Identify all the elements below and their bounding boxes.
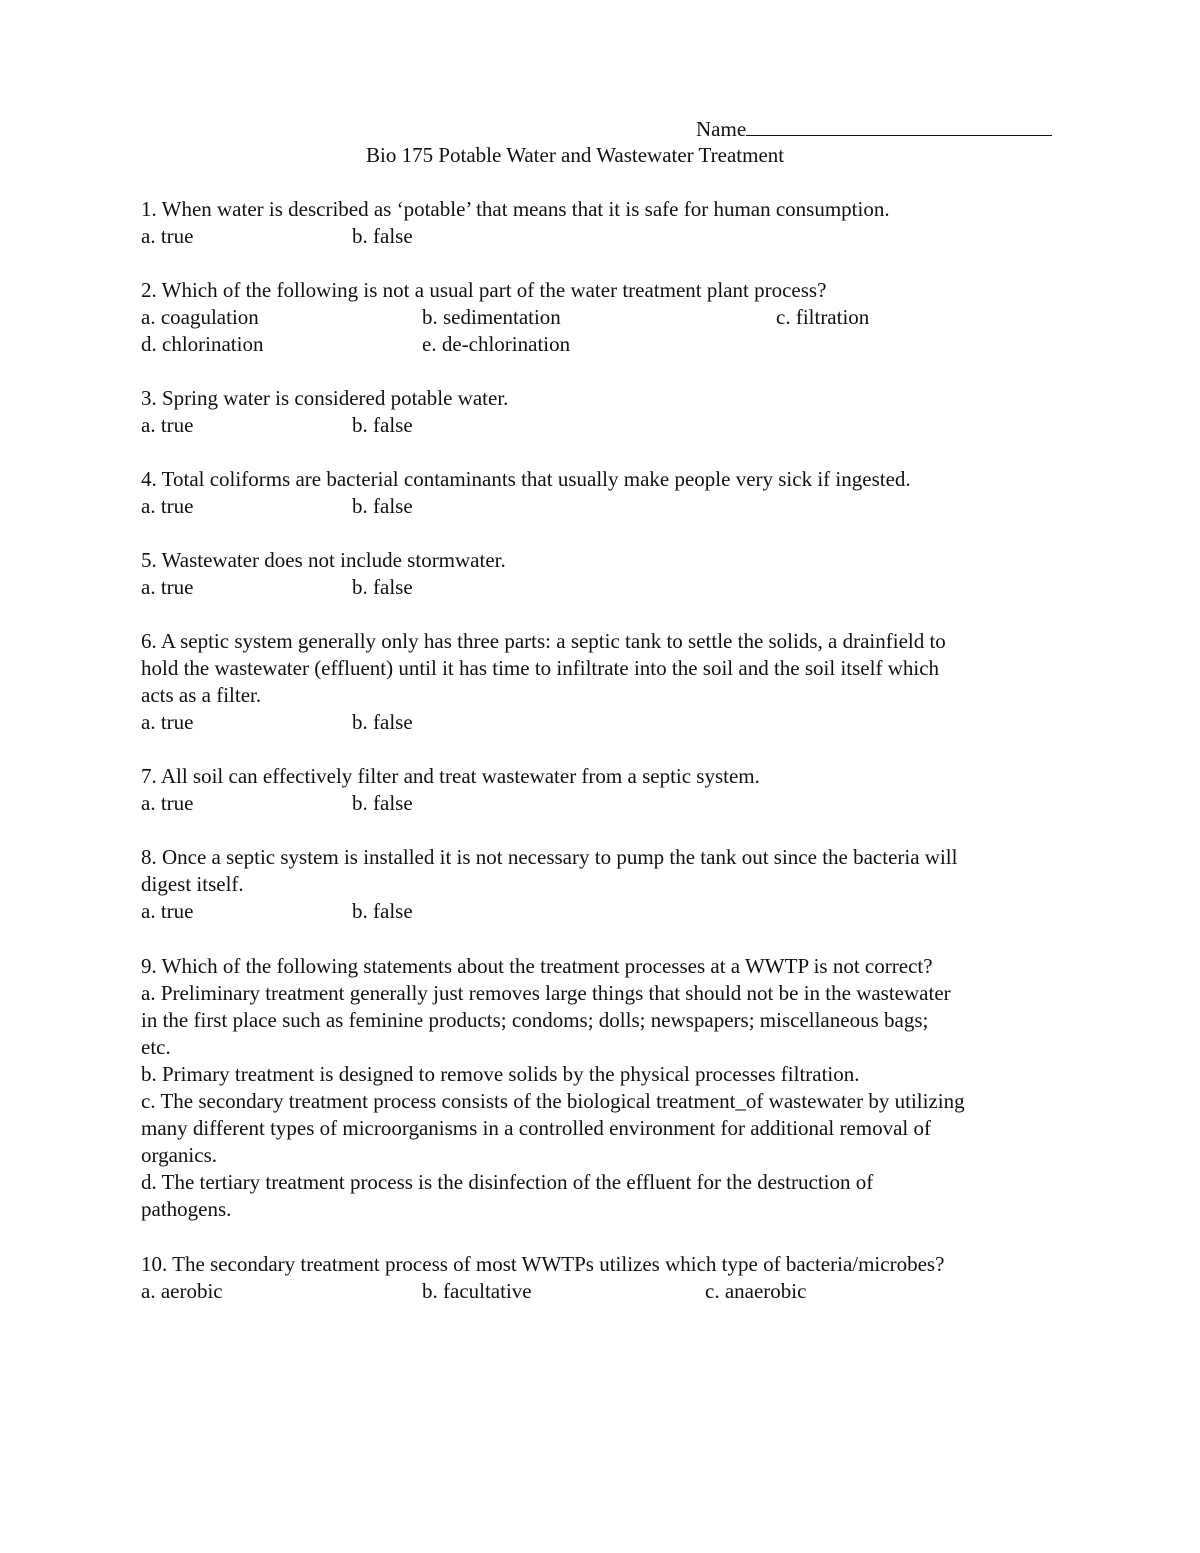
- q1-option-b: b. false: [352, 224, 413, 248]
- question-9-stem: 9. Which of the following statements about the treatment processes at a WWTP is not correct?: [141, 954, 933, 978]
- q3-option-a: a. true: [141, 413, 194, 437]
- question-3-options: [141, 412, 1071, 439]
- q2-option-e: e. de-chlorination: [422, 332, 571, 356]
- question-3-stem: 3. Spring water is considered potable water.: [141, 386, 509, 410]
- q9-option-b-line: b. Primary treatment is designed to remove solids by the physical processes filtration.: [141, 1062, 860, 1086]
- question-8-stem-line: digest itself.: [141, 872, 244, 896]
- q7-option-b: b. false: [352, 791, 413, 815]
- question-4-options: [141, 493, 1071, 520]
- q4-option-b: b. false: [352, 494, 413, 518]
- question-2-options-row-1: [141, 304, 1071, 331]
- q9-option-c-line: many different types of microorganisms in a controlled environment for additional removal of: [141, 1116, 932, 1140]
- q6-option-a: a. true: [141, 710, 194, 734]
- q5-option-b: b. false: [352, 575, 413, 599]
- question-6-stem-line: acts as a filter.: [141, 683, 262, 707]
- q2-option-c: c. filtration: [776, 305, 870, 329]
- q8-option-a: a. true: [141, 899, 194, 923]
- question-5-stem: 5. Wastewater does not include stormwater.: [141, 548, 506, 572]
- name-label: Name: [696, 117, 747, 141]
- question-1-options: [141, 223, 1071, 250]
- q9-option-a-line: a. Preliminary treatment generally just removes large things that should not be in the wastewater: [141, 981, 951, 1005]
- question-5: [141, 547, 1071, 601]
- question-7-options: [141, 790, 1071, 817]
- question-4: [141, 466, 1071, 520]
- q9-option-a-line: etc.: [141, 1035, 171, 1059]
- name-blank-line: [746, 115, 1052, 136]
- q10-option-b: b. facultative: [422, 1279, 532, 1303]
- question-7: [141, 763, 1071, 817]
- question-5-options: [141, 574, 1071, 601]
- question-4-stem: 4. Total coliforms are bacterial contaminants that usually make people very sick if ingested.: [141, 467, 911, 491]
- q1-option-a: a. true: [141, 224, 194, 248]
- question-6-stem-line: hold the wastewater (effluent) until it has time to infiltrate into the soil and the soil itself which: [141, 656, 940, 680]
- question-3: [141, 385, 1071, 439]
- q10-option-a: a. aerobic: [141, 1279, 223, 1303]
- q5-option-a: a. true: [141, 575, 194, 599]
- page-title: Bio 175 Potable Water and Wastewater Treatment: [366, 143, 785, 167]
- question-10: [141, 1251, 1071, 1305]
- q2-option-a: a. coagulation: [141, 305, 259, 329]
- question-8-stem-line: 8. Once a septic system is installed it is not necessary to pump the tank out since the bacteria will: [141, 845, 958, 869]
- question-2-options-row-2: [141, 331, 1071, 358]
- question-6-stem-line: 6. A septic system generally only has three parts: a septic tank to settle the solids, a drainfield to: [141, 629, 946, 653]
- question-8-options: [141, 898, 1071, 925]
- q2-option-b: b. sedimentation: [422, 305, 561, 329]
- q8-option-b: b. false: [352, 899, 413, 923]
- q9-option-c-line: organics.: [141, 1143, 218, 1167]
- question-10-options: [141, 1278, 1071, 1305]
- question-6: [141, 628, 1071, 736]
- question-2-stem: 2. Which of the following is not a usual part of the water treatment plant process?: [141, 278, 827, 302]
- name-field: [696, 115, 1052, 142]
- question-7-stem: 7. All soil can effectively filter and treat wastewater from a septic system.: [141, 764, 760, 788]
- question-10-stem: 10. The secondary treatment process of most WWTPs utilizes which type of bacteria/microbes?: [141, 1252, 945, 1276]
- q9-option-a-line: in the first place such as feminine products; condoms; dolls; newspapers; miscellaneous bags;: [141, 1008, 929, 1032]
- q9-option-d-line: pathogens.: [141, 1197, 232, 1221]
- q4-option-a: a. true: [141, 494, 194, 518]
- q9-option-d-line: d. The tertiary treatment process is the disinfection of the effluent for the destruction of: [141, 1170, 874, 1194]
- q2-option-d: d. chlorination: [141, 332, 264, 356]
- question-6-options: [141, 709, 1071, 736]
- q3-option-b: b. false: [352, 413, 413, 437]
- q10-option-c: c. anaerobic: [705, 1279, 807, 1303]
- question-8: [141, 844, 1071, 925]
- question-2: [141, 277, 1071, 358]
- q6-option-b: b. false: [352, 710, 413, 734]
- q7-option-a: a. true: [141, 791, 194, 815]
- question-1: [141, 196, 1071, 250]
- q9-option-c-line: c. The secondary treatment process consists of the biological treatment_of wastewater by utilizing: [141, 1089, 965, 1113]
- question-1-stem: 1. When water is described as ‘potable’ that means that it is safe for human consumption.: [141, 197, 890, 221]
- question-9: [141, 953, 1071, 1223]
